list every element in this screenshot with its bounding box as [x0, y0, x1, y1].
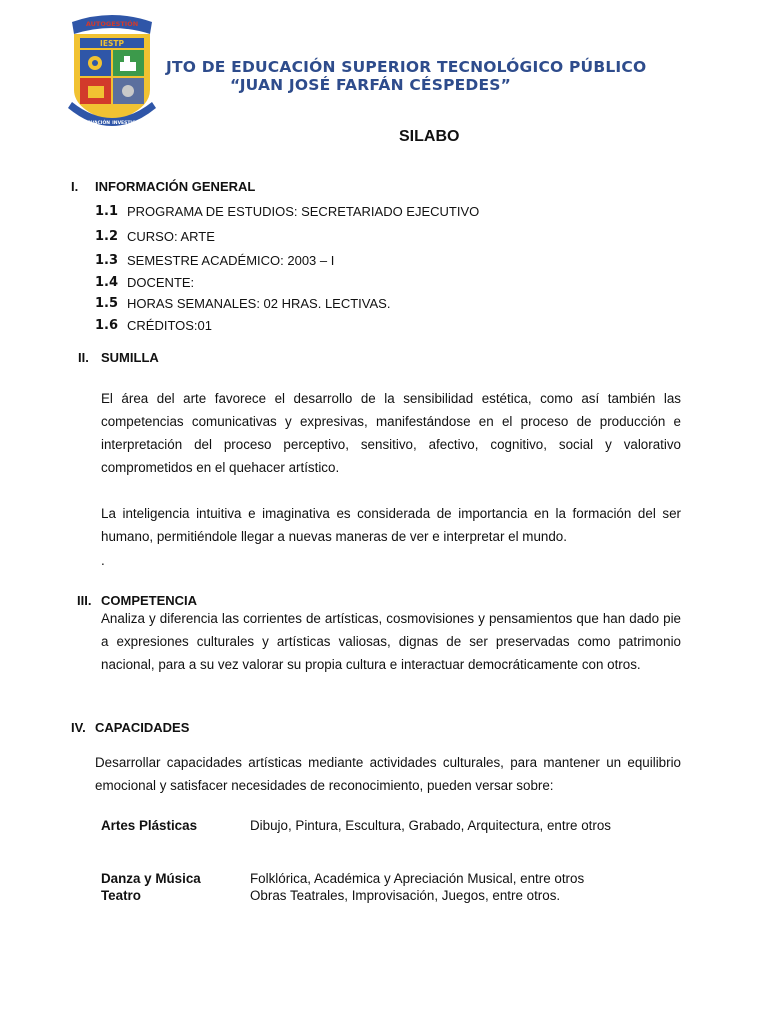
- item-text: PROGRAMA DE ESTUDIOS: SECRETARIADO EJECUTIVO: [127, 204, 480, 219]
- item-text: CRÉDITOS:01: [127, 318, 213, 333]
- section4-title: CAPACIDADES: [95, 720, 190, 735]
- svg-text:IESTP: IESTP: [100, 39, 124, 48]
- capacity-value: Obras Teatrales, Improvisación, Juegos, entre otros.: [250, 888, 561, 903]
- competencia-paragraph: Analiza y diferencia las corrientes de artísticas, cosmovisiones y pensamientos que han dado pie a expresiones culturales y artísticas valiosas, dignas de ser preservadas como patrimonio nacional, para a su vez valorar su propia cultura e interactuar democráticamente con otros.: [101, 611, 681, 672]
- item-text: SEMESTRE ACADÉMICO: 2003 – I: [127, 253, 335, 268]
- capacity-label: Danza y Música: [101, 871, 201, 886]
- document-title: SILABO: [399, 128, 460, 145]
- item-number: 1.6: [95, 318, 119, 333]
- item-number: 1.4: [95, 275, 119, 290]
- item-number: 1.5: [95, 296, 119, 311]
- section2-title: SUMILLA: [101, 350, 159, 365]
- capacidades-paragraph: Desarrollar capacidades artísticas mediante actividades culturales, para mantener un equilibrio emocional y satisfacer necesidades de reconocimiento, pueden versar sobre:: [95, 755, 681, 793]
- capacity-value: Dibujo, Pintura, Escultura, Grabado, Arquitectura, entre otros: [250, 818, 611, 833]
- svg-text:AUTOGESTIÓN: AUTOGESTIÓN: [85, 20, 139, 28]
- item-number: 1.2: [95, 229, 119, 244]
- capacity-value: Folklórica, Académica y Apreciación Musical, entre otros: [250, 871, 585, 886]
- sumilla-paragraph-2: La inteligencia intuitiva e imaginativa es considerada de importancia en la formación del ser humano, permitiéndole llegar a nuevas maneras de ver e interpretar el mundo.: [101, 506, 681, 544]
- institution-logo: [64, 12, 160, 138]
- svg-text:INVESTIGACIÓN: INVESTIGACIÓN: [112, 121, 152, 126]
- item-text: HORAS SEMANALES: 02 HRAS. LECTIVAS.: [127, 296, 391, 311]
- institution-name-line2: “JUAN JOSÉ FARFÁN CÉSPEDES”: [230, 76, 512, 94]
- item-number: 1.3: [95, 253, 119, 268]
- sumilla-paragraph-3: .: [101, 553, 105, 568]
- section1-title: INFORMACIÓN GENERAL: [95, 179, 256, 194]
- institution-name-line1: JTO DE EDUCACIÓN SUPERIOR TECNOLÓGICO PÚBLICO: [166, 58, 647, 76]
- section2-number: II.: [78, 350, 89, 365]
- section3-number: III.: [77, 593, 92, 608]
- item-text: DOCENTE:: [127, 275, 195, 290]
- item-text: CURSO: ARTE: [127, 229, 215, 244]
- sumilla-paragraph-1: El área del arte favorece el desarrollo de la sensibilidad estética, como así también las competencias comunicativas y expresivas, manifestándose en el proceso de producción e interpretación del proceso perceptivo, sensitivo, afectivo, cognitivo, social y valorativo comprometidos en el quehacer artístico.: [101, 391, 681, 475]
- capacity-label: Teatro: [101, 888, 141, 903]
- section3-title: COMPETENCIA: [101, 593, 198, 608]
- item-number: 1.1: [95, 204, 119, 219]
- section4-number: IV.: [71, 720, 86, 735]
- svg-text:INNOVACIÓN: INNOVACIÓN: [77, 121, 111, 126]
- section1-number: I.: [71, 179, 79, 194]
- capacity-label: Artes Plásticas: [101, 818, 198, 833]
